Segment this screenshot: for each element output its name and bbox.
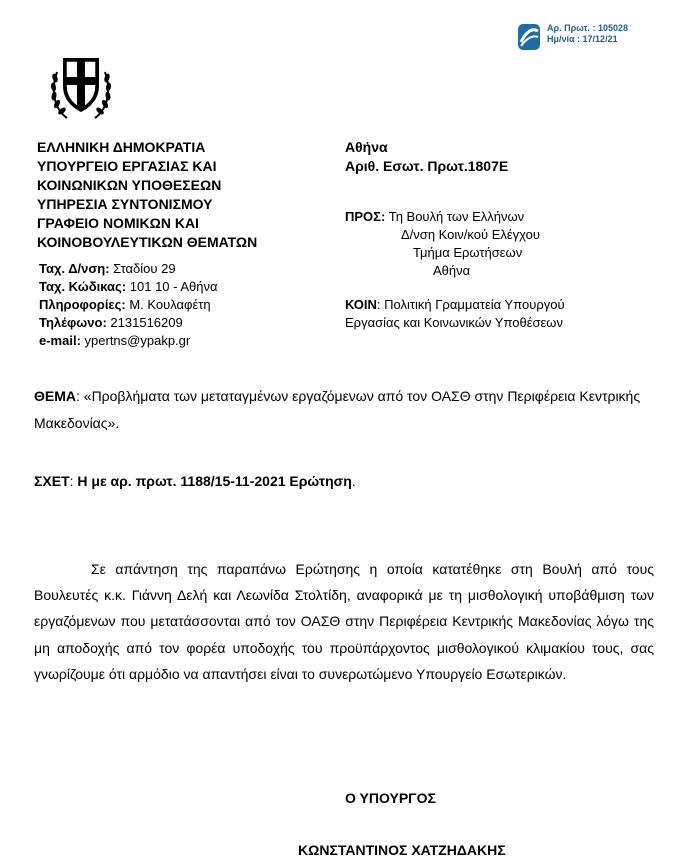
recipient-line: Αθήνα <box>433 263 471 278</box>
info-label: Πληροφορίες: <box>39 297 126 312</box>
recipient-line: Τμήμα Ερωτήσεων <box>413 245 523 260</box>
ministry-line: ΚΟΙΝΟΒΟΥΛΕΥΤΙΚΩΝ ΘΕΜΑΤΩΝ <box>37 234 258 250</box>
stamp-protocol-number: Αρ. Πρωτ. : 105028 <box>547 23 629 33</box>
recipient-line: Τη Βουλή των Ελλήνων <box>388 209 525 224</box>
recipient-block <box>345 208 540 280</box>
cc-label: ΚΟΙΝ <box>345 297 377 312</box>
signatory-title: Ο ΥΠΟΥΡΓΟΣ <box>345 790 436 806</box>
reference-label: ΣΧΕΤ <box>34 473 70 489</box>
ministry-line: ΥΠΗΡΕΣΙΑ ΣΥΝΤΟΝΙΣΜΟΥ <box>37 196 213 212</box>
email-label: e-mail: <box>39 333 81 348</box>
cc-line: Εργασίας και Κοινωνικών Υποθέσεων <box>345 315 563 330</box>
ministry-line: ΕΛΛΗΝΙΚΗ ΔΗΜΟΚΡΑΤΙΑ <box>37 139 206 155</box>
address-label: Ταχ. Δ/νση: <box>39 261 110 276</box>
ministry-line: ΓΡΑΦΕΙΟ ΝΟΜΙΚΩΝ ΚΑΙ <box>37 215 199 231</box>
postcode-label: Ταχ. Κώδικας: <box>39 279 127 294</box>
contact-details <box>39 260 218 350</box>
protocol-stamp <box>515 22 655 56</box>
phone-value: 2131516209 <box>110 315 183 330</box>
greek-coat-of-arms-icon <box>49 52 113 122</box>
reference-line: ΣΧΕΤ: Η με αρ. πρωτ. 1188/15-11-2021 Ερώτηση. <box>34 473 356 489</box>
signatory-name: ΚΩΝΣΤΑΝΤΙΝΟΣ ΧΑΤΖΗΔΑΚΗΣ <box>298 842 506 858</box>
email-value[interactable]: ypertns@ypakp.gr <box>84 333 191 348</box>
stamp-date: Ημ/νία : 17/12/21 <box>547 34 618 44</box>
reference-text: Η με αρ. πρωτ. 1188/15-11-2021 Ερώτηση <box>77 473 352 489</box>
ministry-header <box>37 138 257 252</box>
stamp-logo-icon <box>515 22 543 52</box>
internal-protocol-number: Αριθ. Εσωτ. Πρωτ.1807Ε <box>345 158 509 174</box>
recipient-line: Δ/νση Κοιν/κού Ελέγχου <box>401 227 540 242</box>
city: Αθήνα <box>345 139 388 155</box>
info-value: Μ. Κουλαφέτη <box>129 297 211 312</box>
cc-line: Πολιτική Γραμματεία Υπουργού <box>384 297 565 312</box>
body-paragraph: Σε απάντηση της παραπάνω Ερώτησης η οποία κατατέθηκε στη Βουλή από τους Βουλευτές κ.κ. Γιάννη Δελή και Λεωνίδα Στολτίδη, αναφορικά με τη μισθολογική υποβάθμιση των εργαζόμενων που μετατάσσονται από τον ΟΑΣΘ στην Περιφέρεια Κεντρικής Μακεδονίας λόγω της μη αποδοχής από τον φορέα υποδοχής του προϋπάρχοντος μισθολογικού κλιμακίου τους, σας γνωρίζουμε ότι αρμόδιο να απαντήσει είναι το συνερωτώμενο Υπουργείο Εσωτερικών. <box>34 561 654 682</box>
postcode-value: 101 10 - Αθήνα <box>129 279 218 294</box>
address-value: Σταδίου 29 <box>113 261 176 276</box>
ministry-line: ΥΠΟΥΡΓΕΙΟ ΕΡΓΑΣΙΑΣ ΚΑΙ <box>37 158 217 174</box>
place-and-protocol <box>345 138 508 176</box>
ministry-line: ΚΟΙΝΩΝΙΚΩΝ ΥΠΟΘΕΣΕΩΝ <box>37 177 222 193</box>
subject-label: ΘΕΜΑ <box>34 388 76 404</box>
subject-text: «Προβλήματα των μεταταγμένων εργαζόμενων από τον ΟΑΣΘ στην Περιφέρεια Κεντρικής Μακεδονίας». <box>34 388 641 431</box>
recipient-label: ΠΡΟΣ: <box>345 209 386 224</box>
subject-line: ΘΕΜΑ: «Προβλήματα των μεταταγμένων εργαζόμενων από τον ΟΑΣΘ στην Περιφέρεια Κεντρικής Μακεδονίας». <box>34 388 641 431</box>
cc-block: ΚΟΙΝ: Πολιτική Γραμματεία Υπουργού Εργασίας και Κοινωνικών Υποθέσεων <box>345 297 565 330</box>
phone-label: Τηλέφωνο: <box>39 315 107 330</box>
